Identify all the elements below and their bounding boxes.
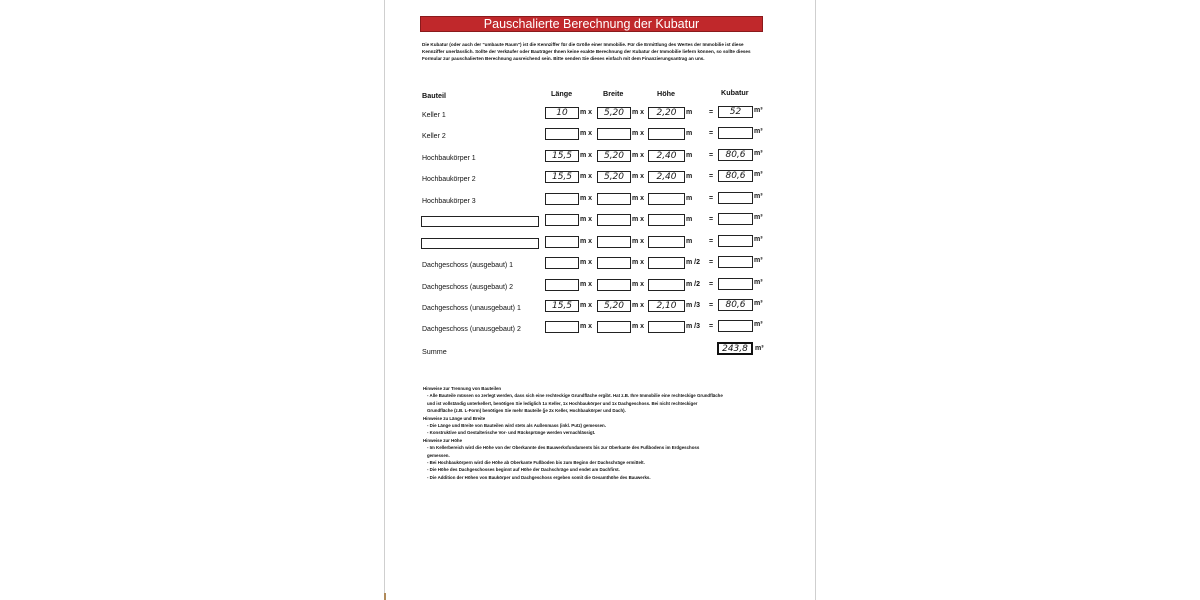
breite-field[interactable]: 5,20 [597, 171, 631, 183]
breite-field[interactable]: 5,20 [597, 150, 631, 162]
table-row [385, 257, 817, 273]
hoehe-field[interactable] [648, 321, 685, 333]
laenge-field[interactable]: 15,5 [545, 171, 579, 183]
laenge-unit: m x [580, 152, 593, 159]
kubatur-unit: m³ [754, 236, 763, 243]
row-label: Hochbaukörper 3 [422, 198, 476, 205]
header-breite: Breite [603, 89, 624, 98]
kubatur-unit: m³ [754, 193, 763, 200]
hoehe-unit: m /2 [686, 259, 701, 266]
custom-label-field[interactable] [421, 216, 539, 227]
hoehe-unit: m /3 [686, 323, 701, 330]
row-label: Dachgeschoss (ausgebaut) 1 [422, 262, 514, 269]
kubatur-field[interactable] [718, 213, 753, 225]
table-row [385, 300, 817, 316]
note-heading: Hinweise zu Länge und Breite [423, 415, 486, 421]
laenge-unit: m x [580, 302, 593, 309]
kubatur-unit: m³ [754, 257, 763, 264]
laenge-field[interactable]: 15,5 [545, 300, 579, 312]
table-row [385, 193, 817, 209]
equals-sign: = [709, 152, 714, 159]
laenge-unit: m x [580, 109, 593, 116]
header-laenge: Länge [551, 89, 573, 98]
kubatur-field[interactable]: 80,6 [718, 149, 753, 161]
note-item: - Bei Hochbaukörpern wird die Höhe ab Oberkante Fußboden bis zum Beginn der Dachschräge ermittelt. [427, 460, 645, 466]
kubatur-unit: m³ [754, 128, 763, 135]
breite-field[interactable]: 5,20 [597, 107, 631, 119]
laenge-unit: m x [580, 195, 593, 202]
laenge-unit: m x [580, 281, 593, 288]
breite-unit: m x [632, 173, 645, 180]
note-heading: Hinweise zur Höhe [423, 437, 463, 443]
hoehe-unit: m [686, 152, 693, 159]
table-row [385, 279, 817, 295]
kubatur-unit: m³ [754, 321, 763, 328]
laenge-unit: m x [580, 323, 593, 330]
breite-field[interactable] [597, 321, 631, 333]
hoehe-unit: m [686, 195, 693, 202]
kubatur-field[interactable] [718, 235, 753, 247]
hoehe-field[interactable] [648, 236, 685, 248]
hoehe-field[interactable] [648, 214, 685, 226]
laenge-field[interactable]: 15,5 [545, 150, 579, 162]
hoehe-unit: m /3 [686, 302, 701, 309]
table-row [385, 171, 817, 187]
document-title: Pauschalierte Berechnung der Kubatur [420, 16, 763, 32]
hoehe-unit: m [686, 216, 693, 223]
header-bauteil: Bauteil [422, 91, 446, 100]
hoehe-unit: m [686, 130, 693, 137]
laenge-unit: m x [580, 238, 593, 245]
note-heading: Hinweise zur Trennung von Bauteilen [423, 386, 502, 391]
kubatur-unit: m³ [754, 279, 763, 286]
hoehe-unit: m [686, 109, 693, 116]
note-item: - Im Kellerbereich wird die Höhe von der Oberkannte des Bauwerksfundaments bis zur Oberkante des Fußbodens im Erdgeschoss gemessen. [427, 445, 700, 458]
summe-value-field[interactable]: 243,8 [717, 342, 753, 355]
equals-sign: = [709, 130, 714, 137]
table-row [385, 107, 817, 123]
hoehe-unit: m [686, 173, 693, 180]
kubatur-field[interactable] [718, 192, 753, 204]
laenge-unit: m x [580, 259, 593, 266]
breite-unit: m x [632, 109, 645, 116]
row-label: Dachgeschoss (unausgebaut) 2 [422, 326, 521, 333]
equals-sign: = [709, 238, 714, 245]
laenge-field[interactable] [545, 128, 579, 140]
laenge-field[interactable] [545, 321, 579, 333]
row-label: Hochbaukörper 2 [422, 176, 476, 183]
breite-unit: m x [632, 216, 645, 223]
document-page [384, 0, 816, 600]
summe-unit: m³ [755, 345, 764, 352]
breite-field[interactable] [597, 128, 631, 140]
breite-field[interactable] [597, 257, 631, 269]
custom-label-field[interactable] [421, 238, 539, 249]
note-item: - Die Höhe des Dachgeschosses beginnt auf Höhe der Dachschräge und endet am Dachfirst. [427, 467, 620, 473]
kubatur-field[interactable]: 52 [718, 106, 753, 118]
equals-sign: = [709, 323, 714, 330]
table-row [385, 214, 817, 230]
laenge-field[interactable] [545, 193, 579, 205]
hoehe-field[interactable] [648, 193, 685, 205]
kubatur-unit: m³ [754, 300, 763, 307]
row-label: Dachgeschoss (unausgebaut) 1 [422, 305, 521, 312]
hoehe-field[interactable]: 2,40 [648, 150, 685, 162]
equals-sign: = [709, 302, 714, 309]
kubatur-field[interactable]: 80,6 [718, 299, 753, 311]
header-hoehe: Höhe [657, 89, 675, 98]
hoehe-field[interactable] [648, 257, 685, 269]
row-label: Keller 2 [422, 133, 446, 140]
breite-field[interactable] [597, 193, 631, 205]
kubatur-unit: m³ [754, 171, 763, 178]
hoehe-field[interactable] [648, 279, 685, 291]
breite-unit: m x [632, 323, 645, 330]
hoehe-field[interactable]: 2,40 [648, 171, 685, 183]
table-row [385, 150, 817, 166]
laenge-field[interactable] [545, 279, 579, 291]
laenge-field[interactable] [545, 257, 579, 269]
laenge-field[interactable] [545, 236, 579, 248]
summe-label: Summe [422, 347, 447, 356]
row-label: Hochbaukörper 1 [422, 155, 476, 162]
breite-unit: m x [632, 259, 645, 266]
breite-unit: m x [632, 238, 645, 245]
breite-field[interactable] [597, 214, 631, 226]
breite-unit: m x [632, 302, 645, 309]
hoehe-field[interactable]: 2,20 [648, 107, 685, 119]
breite-unit: m x [632, 281, 645, 288]
note-item: - Die Addition der Höhen von Baukörper und Dachgeschoss ergeben somit die Gesamthöhe des Bauwerks. [427, 474, 651, 480]
row-label: Keller 1 [422, 112, 446, 119]
kubatur-field[interactable]: 80,6 [718, 170, 753, 182]
breite-unit: m x [632, 195, 645, 202]
laenge-unit: m x [580, 216, 593, 223]
breite-field[interactable]: 5,20 [597, 300, 631, 312]
kubatur-field[interactable] [718, 127, 753, 139]
table-row [385, 128, 817, 144]
hoehe-field[interactable]: 2,10 [648, 300, 685, 312]
hoehe-field[interactable] [648, 128, 685, 140]
laenge-unit: m x [580, 173, 593, 180]
row-label: Dachgeschoss (ausgebaut) 2 [422, 284, 514, 291]
breite-unit: m x [632, 152, 645, 159]
kubatur-field[interactable] [718, 256, 753, 268]
laenge-unit: m x [580, 130, 593, 137]
note-item: - Konstruktive und Gestalterische Vor- und Rücksprünge werden vernachlässigt. [427, 430, 596, 436]
note-item: - Alle Bauteile müssen so zerlegt werden, dass sich eine rechteckige Grundfläche ergibt. Hat z.B. Ihre Immobilie eine rechteckige Grundfläche und ist vollständig unterkellert, benötigen Sie lediglich 1x Keller, 1x Hochbaukörper und 1x Dachgeschoss. Bei nicht rechteckiger Grundfläche (z.B. L-Form) benötigen Sie mehr Bauteile (je 2x Keller, Hochbaukörper und Dach). [427, 393, 723, 414]
equals-sign: = [709, 109, 714, 116]
equals-sign: = [709, 259, 714, 266]
equals-sign: = [709, 216, 714, 223]
kubatur-field[interactable] [718, 320, 753, 332]
laenge-field[interactable]: 10 [545, 107, 579, 119]
header-kubatur: Kubatur [721, 88, 749, 97]
laenge-field[interactable] [545, 214, 579, 226]
kubatur-unit: m³ [754, 150, 763, 157]
kubatur-unit: m³ [754, 107, 763, 114]
intro-paragraph: Die Kubatur (oder auch der "umbaute Raum") ist die Kennziffer für die Größe einer Immobilie. Für die Ermittlung des Wertes der Immobilie ist diese Kennziffer unerlässlich. Sollte der Verkäufer oder Bauträger Ihnen keine exakte Berechnung der Kubatur der Immobilie liefern können, so sollte dieses Formular zur pauschalierten Berechnung ausreichend sein. Bitte senden Sie dieses einfach mit dem Finanzierungsantrag an uns. [422, 42, 751, 61]
hoehe-unit: m /2 [686, 281, 701, 288]
notes-section [423, 385, 723, 481]
note-item: - Die Länge und Breite von Bauteilen wird stets als Außenmass (inkl. Putz) gemessen. [427, 423, 606, 429]
breite-field[interactable] [597, 236, 631, 248]
kubatur-field[interactable] [718, 278, 753, 290]
kubatur-unit: m³ [754, 214, 763, 221]
equals-sign: = [709, 281, 714, 288]
equals-sign: = [709, 173, 714, 180]
breite-field[interactable] [597, 279, 631, 291]
hoehe-unit: m [686, 238, 693, 245]
table-row [385, 236, 817, 252]
equals-sign: = [709, 195, 714, 202]
scan-edge-mark [384, 593, 386, 600]
table-row [385, 321, 817, 337]
breite-unit: m x [632, 130, 645, 137]
